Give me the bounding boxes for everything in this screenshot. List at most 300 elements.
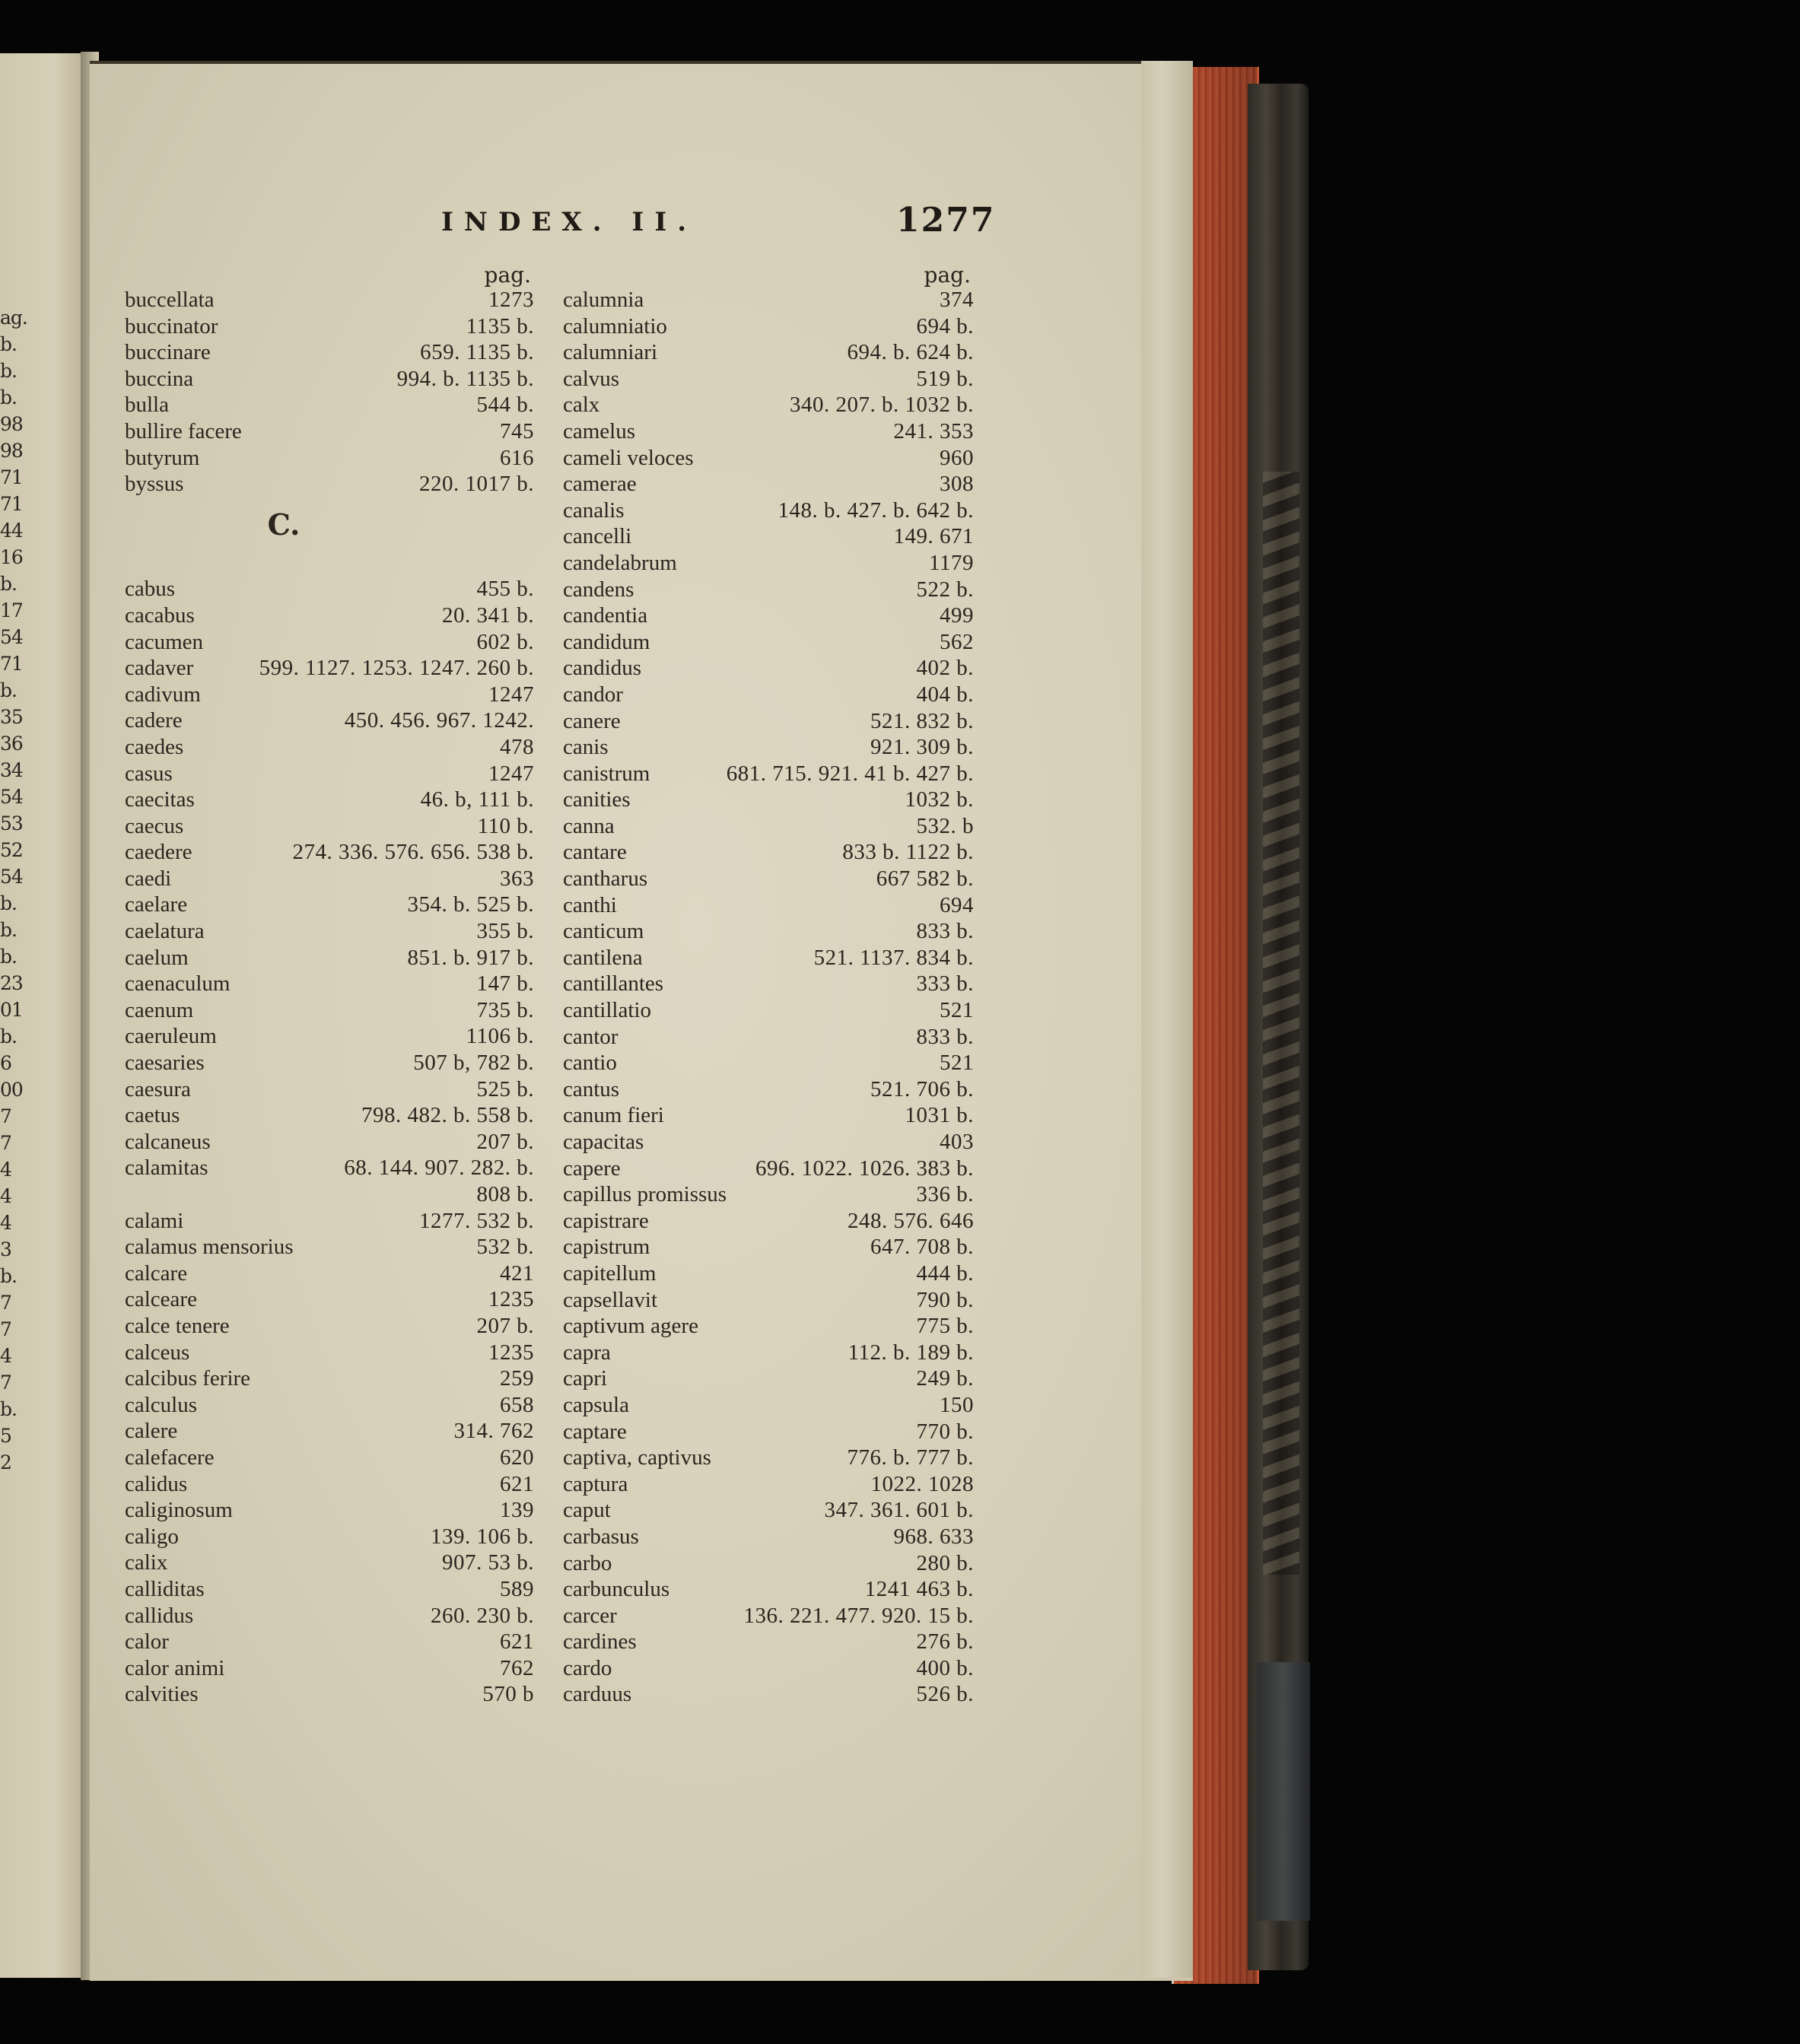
facing-page-line-end: 4 — [0, 1345, 11, 1367]
index-entry — [125, 1577, 534, 1604]
entry-term: caenaculum — [125, 971, 231, 997]
facing-page-line-end: 54 — [0, 786, 23, 808]
index-entry — [125, 1472, 534, 1499]
entry-term: carbasus — [563, 1524, 639, 1549]
entry-term: cancelli — [563, 524, 632, 549]
facing-page-line-end: 71 — [0, 466, 23, 488]
index-entry — [125, 1314, 534, 1340]
page-edge-shadow — [1187, 67, 1257, 1984]
facing-page-line-end: 7 — [0, 1292, 11, 1314]
entry-page-refs: 960 — [940, 445, 974, 470]
entry-term: cacumen — [125, 629, 204, 654]
entry-page-refs: 1235 — [488, 1340, 534, 1365]
facing-page-line-end: 3 — [0, 1238, 11, 1260]
index-entry — [563, 446, 974, 472]
facing-page-line-end: 53 — [0, 812, 23, 834]
entry-page-refs: 1273 — [488, 288, 534, 312]
index-entry — [563, 1604, 974, 1630]
entry-term: cadivum — [125, 682, 201, 707]
entry-page-refs: 1022. 1028 — [870, 1471, 974, 1496]
entry-page-refs: 521 — [940, 1051, 974, 1076]
entry-page-refs: 259 — [500, 1366, 534, 1391]
entry-page-refs: 521. 832 b. — [870, 708, 974, 733]
entry-page-refs: 444 b. — [916, 1260, 974, 1286]
index-entry — [563, 630, 974, 656]
entry-term: caelatura — [125, 919, 205, 944]
entry-page-refs: 333 b. — [916, 971, 974, 997]
index-entry — [125, 340, 534, 367]
entry-term: calx — [563, 393, 600, 418]
index-entry — [563, 1261, 974, 1288]
page-margin — [1141, 61, 1193, 1978]
facing-page-line-end: 23 — [0, 972, 23, 994]
entry-term: caelum — [125, 945, 189, 970]
facing-page-line-end: 34 — [0, 759, 23, 781]
entry-page-refs: 450. 456. 967. 1242. — [344, 708, 534, 733]
index-entry — [125, 735, 534, 761]
pag-label: pag. — [484, 262, 531, 288]
entry-term: buccinator — [125, 313, 218, 339]
entry-term: caecitas — [125, 787, 195, 812]
index-entry — [563, 893, 974, 920]
index-entry — [125, 1366, 534, 1393]
entry-page-refs: 340. 207. b. 1032 b. — [790, 393, 974, 418]
index-entry — [563, 761, 974, 788]
entry-page-refs: 1247 — [488, 682, 534, 707]
index-entry — [563, 1445, 974, 1472]
entry-term: caesura — [125, 1076, 191, 1101]
entry-page-refs: 241. 353 — [893, 418, 974, 443]
index-entry — [125, 1445, 534, 1472]
index-entry — [563, 971, 974, 998]
entry-page-refs: 735 b. — [476, 997, 534, 1022]
entry-page-refs: 621 — [500, 1629, 534, 1655]
entry-term: carcer — [563, 1603, 617, 1628]
entry-term: caedere — [125, 840, 192, 865]
entry-page-refs: 110 b. — [477, 813, 534, 838]
index-entry — [125, 1051, 534, 1077]
index-entry — [125, 814, 534, 841]
index-entry — [125, 1261, 534, 1288]
entry-page-refs: 1247 — [488, 761, 534, 786]
entry-page-refs: 207 b. — [476, 1313, 534, 1338]
entry-page-refs: 658 — [500, 1392, 534, 1417]
entry-page-refs: 833 b. — [916, 919, 974, 944]
entry-page-refs: 647. 708 b. — [870, 1235, 974, 1260]
entry-term: camelus — [563, 418, 636, 443]
index-entry — [563, 577, 974, 604]
facing-page-line-end: 54 — [0, 866, 23, 888]
index-entry — [563, 524, 974, 551]
index-entry — [125, 1550, 534, 1577]
entry-term: caliginosum — [125, 1498, 233, 1523]
entry-page-refs: 148. b. 427. b. 642 b. — [778, 497, 974, 523]
entry-term: buccinare — [125, 340, 211, 365]
index-entry — [563, 419, 974, 446]
section-gap — [125, 551, 534, 577]
index-entry — [563, 314, 974, 341]
entry-page-refs: 280 b. — [916, 1550, 974, 1575]
index-entry — [125, 761, 534, 788]
entry-term: canistrum — [563, 761, 650, 786]
entry-page-refs: 276 b. — [916, 1629, 974, 1655]
index-entry — [125, 1524, 534, 1551]
entry-page-refs: 46. b, 111 b. — [420, 787, 534, 812]
entry-page-refs: 775 b. — [916, 1314, 974, 1339]
entry-term: candidum — [563, 629, 650, 654]
entry-term: cacabus — [125, 602, 195, 628]
entry-page-refs: 694 b. — [916, 313, 974, 339]
entry-term: calumnia — [563, 288, 644, 312]
index-entry — [125, 314, 534, 341]
entry-term: buccellata — [125, 288, 215, 312]
entry-page-refs: 776. b. 777 b. — [847, 1445, 974, 1470]
entry-term: calamitas — [125, 1156, 208, 1181]
facing-page-line-end: 36 — [0, 733, 23, 755]
entry-page-refs: 402 b. — [916, 656, 974, 681]
running-head: INDEX. II. — [441, 207, 698, 237]
entry-page-refs: 347. 361. 601 b. — [824, 1498, 974, 1523]
entry-term: capere — [563, 1156, 621, 1181]
index-entry — [125, 1209, 534, 1235]
facing-page-line-end: b. — [0, 1398, 17, 1420]
index-entry — [125, 919, 534, 946]
entry-term: caligo — [125, 1524, 179, 1549]
index-entry — [563, 787, 974, 814]
entry-page-refs: 499 — [940, 603, 974, 628]
entries-c-continued — [563, 288, 974, 1709]
index-entry — [125, 656, 534, 682]
index-entry — [125, 787, 534, 814]
facing-page-fragment — [0, 304, 46, 1476]
entry-term: carbo — [563, 1550, 612, 1575]
entry-term: candentia — [563, 603, 648, 628]
entry-page-refs: 1179 — [929, 550, 974, 575]
index-entry — [563, 1156, 974, 1183]
index-entry — [125, 419, 534, 446]
entry-term: caecus — [125, 813, 184, 838]
index-entry — [563, 1130, 974, 1156]
facing-page-line-end: 7 — [0, 1372, 11, 1394]
entry-term: caesaries — [125, 1051, 205, 1076]
index-entry — [563, 735, 974, 761]
entry-page-refs: 136. 221. 477. 920. 15 b. — [743, 1603, 974, 1628]
entry-term: cardo — [563, 1655, 612, 1680]
index-entry — [563, 1393, 974, 1419]
facing-page-line-end: 01 — [0, 999, 23, 1021]
entry-term: candidus — [563, 656, 642, 681]
facing-page-line-end: 7 — [0, 1105, 11, 1127]
index-entry — [563, 709, 974, 736]
entry-term: cabus — [125, 577, 176, 602]
index-entry — [563, 1472, 974, 1499]
entry-term: captare — [563, 1419, 627, 1444]
index-entry — [563, 551, 974, 577]
facing-page-line-end: 71 — [0, 653, 23, 675]
index-entry — [125, 367, 534, 393]
entry-term: cantillantes — [563, 971, 664, 997]
entry-page-refs: 374 — [940, 288, 974, 312]
entry-page-refs: 455 b. — [476, 577, 534, 602]
facing-page-line-end: 2 — [0, 1451, 11, 1473]
entry-term: calefacere — [125, 1445, 215, 1470]
entry-term: casus — [125, 761, 173, 786]
facing-page-line-end: b. — [0, 946, 17, 968]
index-entry — [125, 393, 534, 419]
section-letter: C. — [267, 507, 301, 542]
entry-page-refs: 667 582 b. — [876, 866, 974, 892]
entry-term: caput — [563, 1498, 611, 1523]
pag-label: pag. — [924, 262, 971, 288]
entry-term: capri — [563, 1366, 607, 1391]
index-entry — [125, 708, 534, 735]
entry-page-refs: 354. b. 525 b. — [407, 892, 534, 917]
entry-page-refs: 1106 b. — [466, 1024, 534, 1049]
entry-page-refs: 694 — [940, 892, 974, 917]
entry-term: carbunculus — [563, 1577, 670, 1602]
entry-term: cantare — [563, 840, 627, 865]
entry-term: cantus — [563, 1076, 620, 1101]
index-entry — [125, 446, 534, 472]
entry-term: cardines — [563, 1629, 637, 1655]
entry-term: calere — [125, 1419, 178, 1444]
facing-page-line-end: b. — [0, 919, 17, 941]
index-column-left — [125, 262, 534, 1709]
entry-term: calcare — [125, 1260, 188, 1286]
index-entry — [563, 998, 974, 1025]
index-entry — [125, 1024, 534, 1051]
page-number: 1277 — [896, 201, 996, 240]
index-entry — [563, 1051, 974, 1077]
index-entry — [563, 1498, 974, 1524]
index-entry — [563, 1182, 974, 1209]
entry-term: capistrum — [563, 1235, 650, 1260]
entry-term: caeruleum — [125, 1024, 217, 1049]
entry-page-refs: 421 — [500, 1260, 534, 1286]
entry-page-refs: 403 — [940, 1130, 974, 1154]
facing-page-line-end: b. — [0, 1025, 17, 1047]
entry-term: canthi — [563, 892, 617, 917]
entry-page-refs: 507 b, 782 b. — [413, 1051, 534, 1076]
index-entry — [563, 1288, 974, 1314]
marbled-cover — [1263, 472, 1299, 1575]
entry-page-refs: 994. b. 1135 b. — [396, 366, 534, 391]
entry-page-refs: 851. b. 917 b. — [407, 945, 534, 970]
index-entry — [563, 1235, 974, 1261]
entry-page-refs: 833 b. — [916, 1024, 974, 1049]
index-entry — [125, 630, 534, 656]
index-entry — [563, 1419, 974, 1446]
entry-term: calami — [125, 1208, 184, 1233]
index-entry — [563, 919, 974, 946]
entry-term: caedi — [125, 866, 172, 891]
index-entry — [125, 1682, 534, 1709]
entry-term: capacitas — [563, 1130, 644, 1154]
entry-term: canum fieri — [563, 1103, 664, 1128]
entry-term: canna — [563, 813, 615, 838]
entry-page-refs: 1135 b. — [466, 313, 534, 339]
index-entry — [563, 682, 974, 709]
entry-page-refs: 907. 53 b. — [442, 1550, 534, 1575]
entry-page-refs: 532. b — [916, 813, 974, 838]
index-entry — [125, 1393, 534, 1419]
entry-page-refs: 589 — [500, 1576, 534, 1601]
facing-page-line-end: ag. — [0, 307, 27, 329]
index-entry — [563, 340, 974, 367]
index-entry — [125, 1604, 534, 1630]
entry-page-refs: 1241 463 b. — [864, 1577, 974, 1602]
entry-term: carduus — [563, 1682, 632, 1707]
entry-page-refs: 260. 230 b. — [431, 1603, 534, 1628]
entry-term: cadere — [125, 708, 183, 733]
entry-term: captura — [563, 1471, 628, 1496]
cover-corner — [1257, 1662, 1310, 1921]
entry-term: bullire facere — [125, 418, 242, 443]
entry-page-refs: 363 — [500, 866, 534, 891]
index-entry — [563, 840, 974, 866]
index-entry — [563, 1314, 974, 1340]
entry-term: butyrum — [125, 445, 200, 470]
facing-page-line-end: b. — [0, 892, 17, 914]
index-entry — [563, 1366, 974, 1393]
entry-term: calumniari — [563, 340, 658, 365]
index-entry — [125, 1235, 534, 1261]
entry-page-refs: 149. 671 — [893, 524, 974, 549]
index-entry — [563, 1077, 974, 1104]
entry-term: cantilena — [563, 945, 643, 970]
entry-term: calix — [125, 1550, 168, 1575]
facing-page-line-end: b. — [0, 573, 17, 595]
facing-page-line-end: b. — [0, 360, 17, 382]
entry-term: capsula — [563, 1392, 629, 1417]
index-entry — [563, 498, 974, 525]
entry-term: calor — [125, 1629, 169, 1655]
index-column-right — [563, 262, 974, 1709]
index-entry — [125, 946, 534, 972]
entry-term: calamus mensorius — [125, 1235, 294, 1260]
entry-page-refs: 336 b. — [916, 1182, 974, 1207]
entry-page-refs: 659. 1135 b. — [420, 340, 534, 365]
entry-term: capillus promissus — [563, 1182, 727, 1207]
index-entry — [125, 840, 534, 866]
entry-term: canities — [563, 787, 631, 812]
index-entry — [125, 1498, 534, 1524]
entry-term: capsellavit — [563, 1287, 658, 1312]
entry-term: cameli veloces — [563, 445, 694, 470]
index-entry — [125, 1419, 534, 1445]
index-entry — [563, 814, 974, 841]
entry-term: candor — [563, 682, 623, 707]
index-entry — [563, 603, 974, 630]
entry-page-refs: 519 b. — [916, 366, 974, 391]
entry-term: calcibus ferire — [125, 1366, 251, 1391]
facing-page-line-end: b. — [0, 679, 17, 701]
index-entry — [125, 288, 534, 314]
facing-page-line-end: 98 — [0, 413, 23, 435]
entry-page-refs: 694. b. 624 b. — [847, 340, 974, 365]
entry-page-refs: 147 b. — [476, 971, 534, 997]
entry-page-refs: 220. 1017 b. — [419, 472, 534, 497]
index-entry — [125, 1656, 534, 1683]
entry-page-refs: 150 — [940, 1392, 974, 1417]
index-entry — [125, 1156, 534, 1182]
entry-page-refs: 478 — [500, 734, 534, 759]
entry-term: calvities — [125, 1682, 199, 1707]
entry-page-refs: 525 b. — [476, 1076, 534, 1101]
entry-page-refs: 20. 341 b. — [442, 602, 534, 628]
entry-term: canalis — [563, 497, 625, 523]
index-entry — [125, 682, 534, 709]
entry-page-refs: 1235 — [488, 1287, 534, 1312]
entry-page-refs: 921. 309 b. — [870, 735, 974, 760]
entry-page-refs: 521 — [940, 998, 974, 1023]
facing-page-line-end: 7 — [0, 1132, 11, 1154]
entry-page-refs: 139 — [500, 1498, 534, 1523]
index-entry — [563, 367, 974, 393]
facing-page-line-end: 6 — [0, 1052, 11, 1074]
facing-page-line-end: b. — [0, 333, 17, 355]
entry-page-refs: 249 b. — [916, 1366, 974, 1391]
entry-term: canticum — [563, 919, 644, 944]
entry-term: captivum agere — [563, 1314, 698, 1339]
entry-page-refs: 790 b. — [916, 1287, 974, 1312]
entry-term: calce tenere — [125, 1313, 230, 1338]
entry-term: calidus — [125, 1471, 188, 1496]
entry-term: cantharus — [563, 866, 648, 892]
entry-term: capistrare — [563, 1208, 649, 1233]
entry-page-refs: 308 — [940, 472, 974, 497]
index-entry — [563, 288, 974, 314]
index-entry — [563, 1209, 974, 1235]
entry-term: cantor — [563, 1024, 619, 1049]
index-entry — [125, 971, 534, 998]
entry-page-refs: 544 b. — [476, 393, 534, 418]
facing-page-line-end: 44 — [0, 520, 23, 542]
entries-c — [125, 577, 534, 1709]
entry-page-refs: 68. 144. 907. 282. b. — [344, 1156, 534, 1181]
entry-term: camerae — [563, 472, 637, 497]
entry-term: captiva, captivus — [563, 1445, 711, 1470]
index-entry — [563, 1682, 974, 1709]
entry-page-refs: 616 — [500, 445, 534, 470]
index-entry — [125, 1130, 534, 1156]
index-entry — [563, 1629, 974, 1656]
facing-page-line-end: 4 — [0, 1212, 11, 1234]
entry-page-refs: 274. 336. 576. 656. 538 b. — [292, 840, 534, 865]
entry-term: caedes — [125, 734, 184, 759]
index-entry — [125, 998, 534, 1025]
index-entry — [563, 946, 974, 972]
index-entry — [563, 1103, 974, 1130]
entry-page-refs: 314. 762 — [453, 1419, 534, 1444]
entry-page-refs: 770 b. — [916, 1419, 974, 1444]
index-entry — [125, 1103, 534, 1130]
index-entry — [125, 1629, 534, 1656]
entries-b — [125, 288, 534, 498]
index-entry — [125, 577, 534, 603]
entry-page-refs: 400 b. — [916, 1655, 974, 1680]
facing-page-line-end: 5 — [0, 1425, 11, 1447]
index-entry — [563, 1025, 974, 1051]
index-entry — [125, 1077, 534, 1104]
index-entry — [563, 472, 974, 498]
facing-page-line-end: 54 — [0, 626, 23, 648]
entry-page-refs: 207 b. — [476, 1129, 534, 1154]
entry-page-refs: 808 b. — [476, 1182, 534, 1206]
facing-page-line-end: b. — [0, 1265, 17, 1287]
entry-page-refs: 599. 1127. 1253. 1247. 260 b. — [259, 656, 534, 681]
entry-page-refs: 570 b — [482, 1682, 534, 1707]
